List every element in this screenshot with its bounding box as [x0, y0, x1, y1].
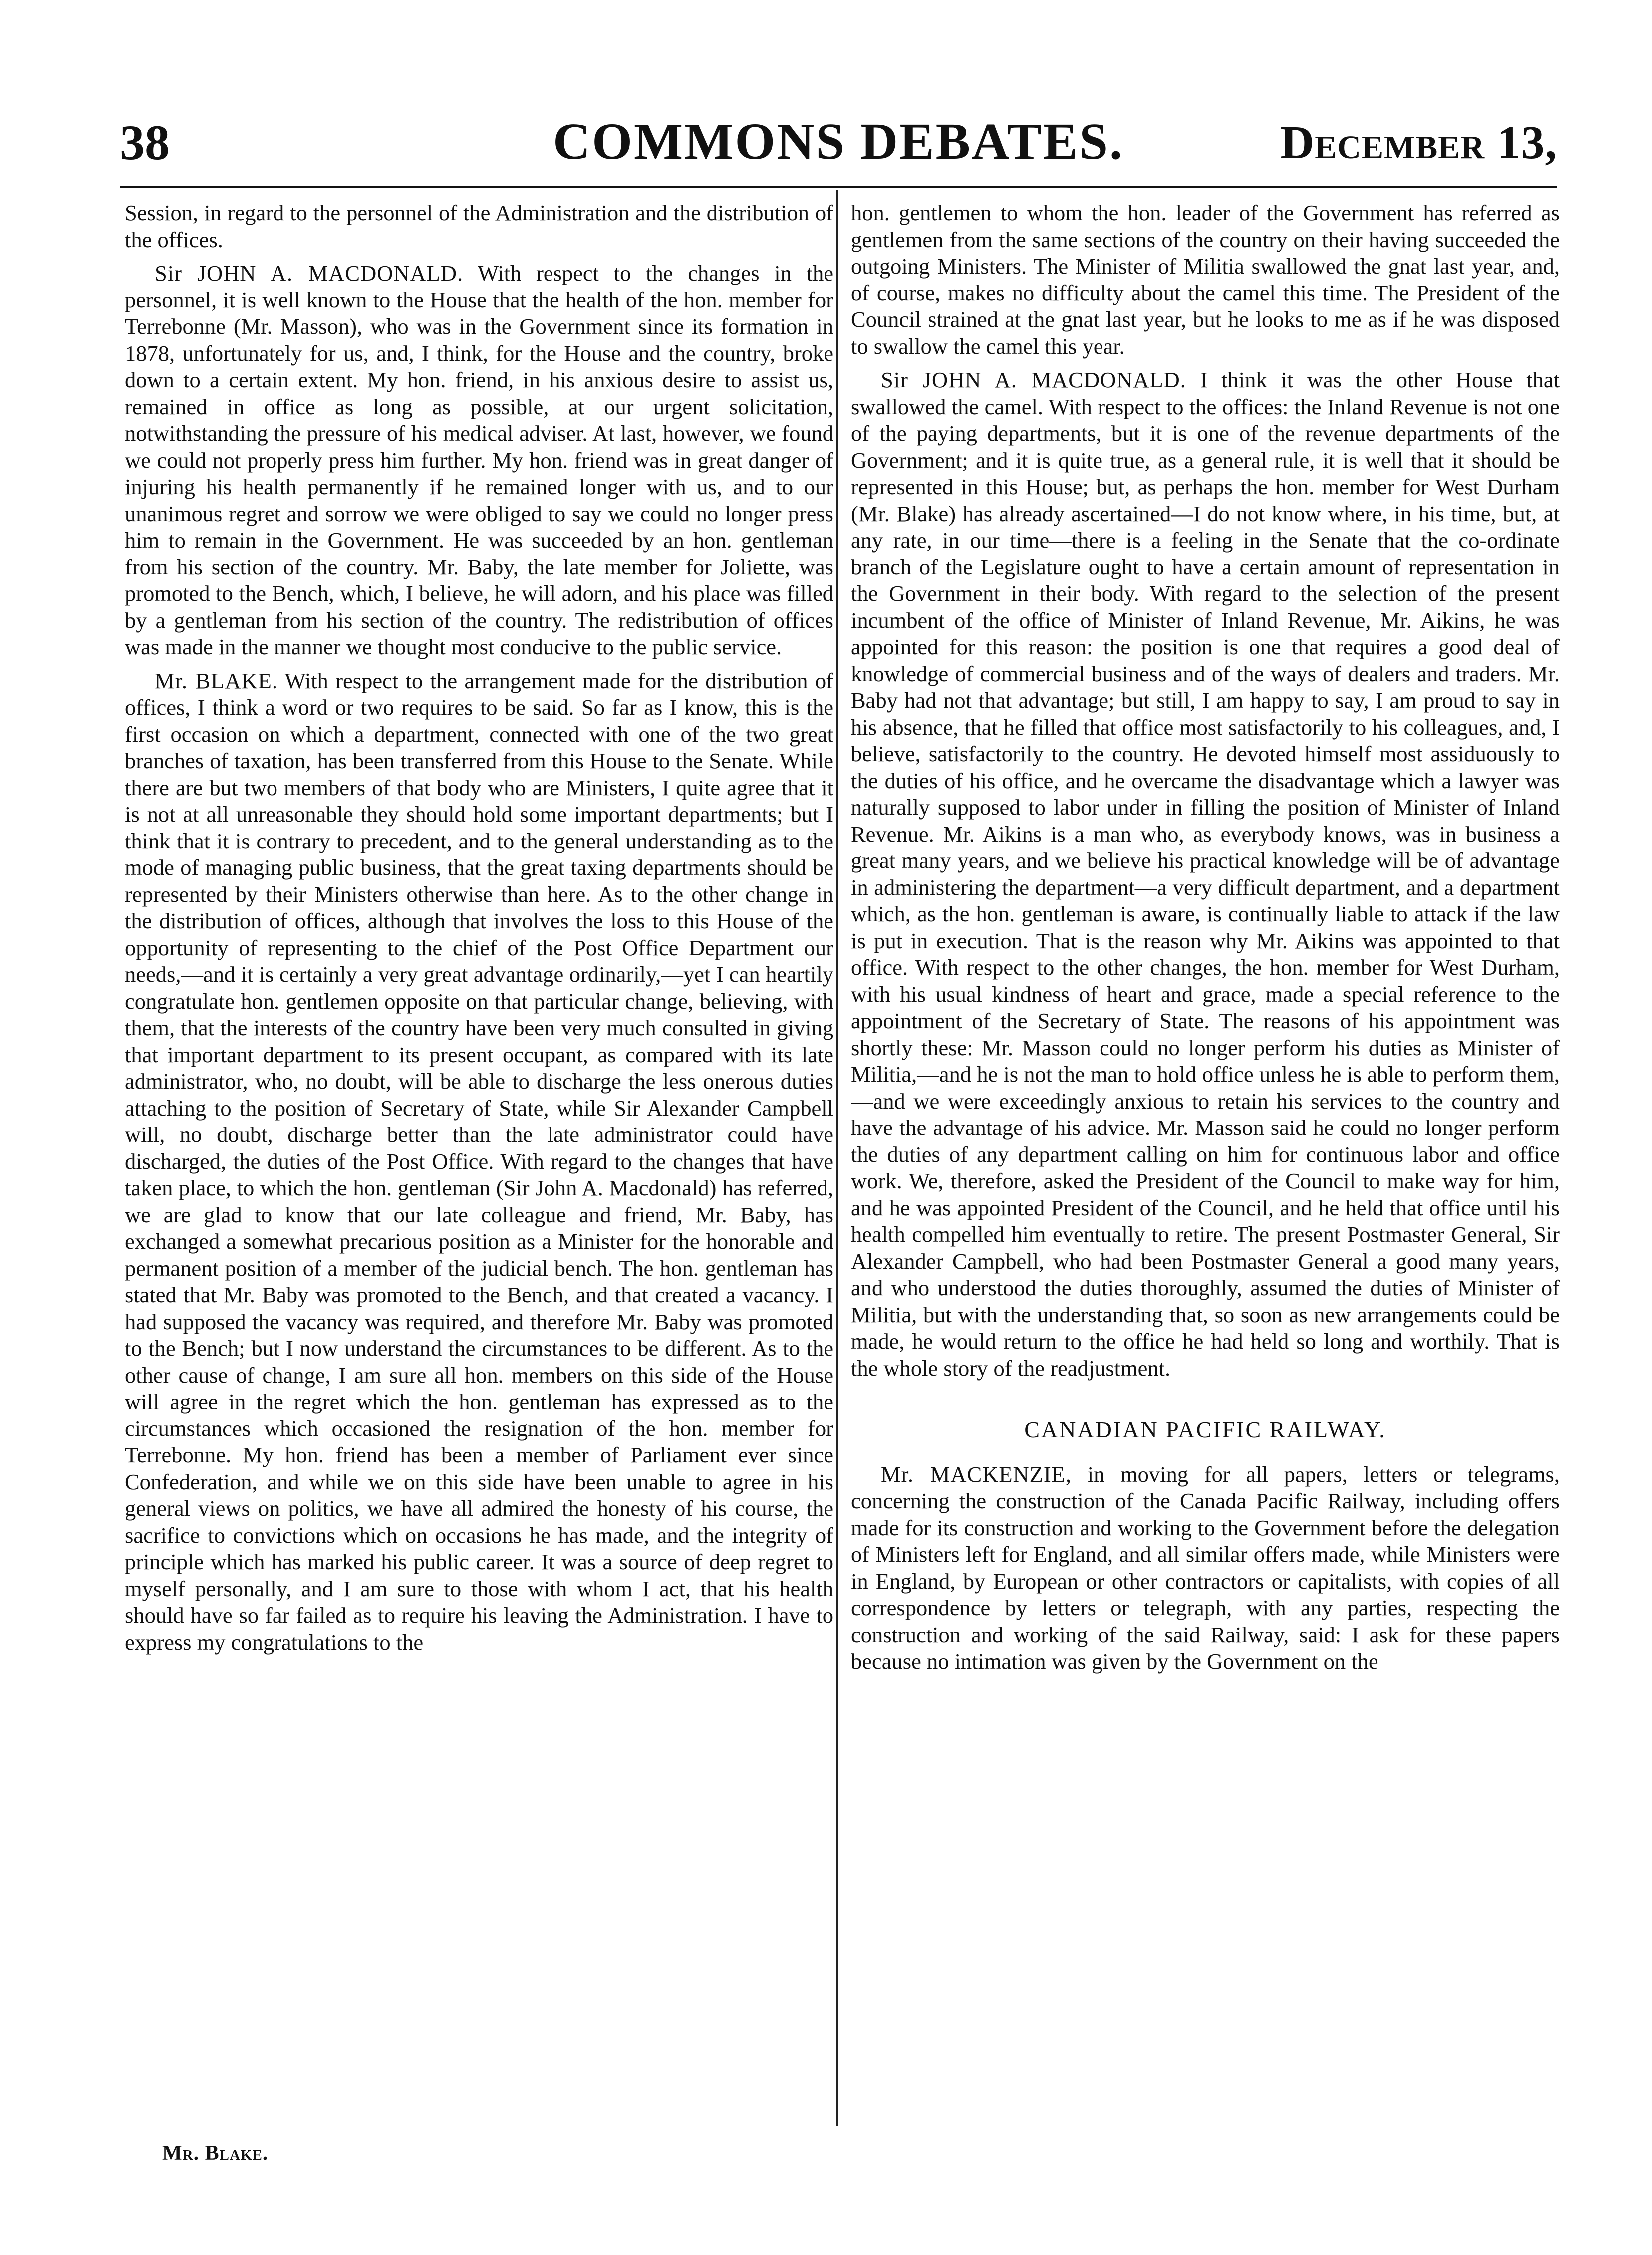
- left-column: [125, 200, 833, 2126]
- paragraph: Session, in regard to the personnel of the Administration and the distribution of the offices.: [125, 200, 833, 252]
- page-number: 38: [120, 115, 170, 170]
- page-header: [120, 114, 1557, 179]
- header-rule: [120, 186, 1557, 188]
- speaker-name: Mr. BLAKE.: [155, 668, 278, 693]
- page-date: December 13,: [1280, 117, 1557, 169]
- column-divider: [836, 190, 838, 2126]
- speaker-name: Mr. MACKENZIE,: [881, 1461, 1072, 1487]
- paragraph: Mr. BLAKE. With respect to the arrangement made for the distribution of offices, I think a word or two requires to be said. So far as I know, this is the first occasion on which a department, connected with one of the two great branches of taxation, has been transferred from this House to the Senate. While there are but two members of that body who are Ministers, I quite agree that it is not at all unreasonable they should hold some important departments; but I think that it is contrary to precedent, and to the general understanding as to the mode of managing public business, that the great taxing departments should be represented by their Ministers otherwise than here. As to the other change in the distribution of offices, although that involves the loss to this House of the opportunity of representing to the chief of the Post Office Department our needs,—and it is certainly a very great advantage ordinarily,—yet I can heartily congratulate hon. gentlemen opposite on that particular change, believing, with them, that the interests of the country have been very much consulted in giving that important department to its present occupant, as compared with its late administrator, who, no doubt, will be able to discharge the less onerous duties attaching to the position of Secretary of State, while Sir Alexander Campbell will, no doubt, discharge better than the late administrator could have discharged, the duties of the Post Office. With regard to the changes that have taken place, to which the hon. gentleman (Sir John A. Macdonald) has referred, we are glad to know that our late colleague and friend, Mr. Baby, has exchanged a somewhat precarious position as a Minister for the honorable and permanent position of a member of the judicial bench. The hon. gentleman has stated that Mr. Baby was promoted to the Bench, and that created a vacancy. I had supposed the vacancy was required, and therefore Mr. Baby was promoted to the Bench; but I now understand the circumstances to be different. As to the other cause of change, I am sure all hon. members on this side of the House will agree in the regret which the hon. gentleman has expressed as to the circumstances which occasioned the resignation of the hon. member for Terrebonne. My hon. friend has been a member of Parliament ever since Confederation, and while we on this side have been unable to agree in his general views on politics, we have all admired the honesty of his course, the sacrifice to convictions which on occasions he has made, and the integrity of principle which has marked his public career. It was a source of deep regret to myself personally, and I am sure to those with whom I act, that his health should have so far failed as to require his leaving the Administration. I have to express my congratulations to the: [125, 668, 833, 1655]
- paragraph: Sir JOHN A. MACDONALD. I think it was the other House that swallowed the camel. With respect to the offices: the Inland Revenue is not one of the paying departments, but it is one of the revenue departments of the Government; and it is quite true, as a general rule, it is well that it should be represented in this House; but, as perhaps the hon. member for West Durham (Mr. Blake) has already ascertained—I do not know where, in his time, but, at any rate, in our time—there is a feeling in the Senate that the co-ordinate branch of the Legislature ought to have a certain amount of representation in the Government in their body. With regard to the selection of the present incumbent of the office of Minister of Inland Revenue, Mr. Aikins, he was appointed for this reason: the position is one that requires a good deal of knowledge of commercial business and of the ways of dealers and traders. Mr. Baby had not that advantage; but still, I am happy to say, I am proud to say in his absence, that he filled that office most satisfactorily to his colleagues, and, I believe, satisfactorily to the country. He devoted himself most assiduously to the duties of his office, and he overcame the disadvantage which a lawyer was naturally supposed to labor under in filling the position of Minister of Inland Revenue. Mr. Aikins is a man who, as everybody knows, was in business a great many years, and we believe his practical knowledge will be of advantage in administering the department—a very difficult department, and a department which, as the hon. gentleman is aware, is continually liable to attack if the law is put in execution. That is the reason why Mr. Aikins was appointed to that office. With respect to the other changes, the hon. member for West Durham, with his usual kindness of heart and grace, made a special reference to the appointment of the Secretary of State. The reasons of his appointment was shortly these: Mr. Masson could no longer perform his duties as Minister of Militia,—and he is not the man to hold office unless he is able to perform them,—and we were exceedingly anxious to retain his services to the country and have the advantage of his advice. Mr. Masson said he could no longer perform the duties of any department calling on him for continuous labor and office work. We, therefore, asked the President of the Council to make way for him, and he was appointed President of the Council, and he held that office until his health compelled him eventually to retire. The present Postmaster General, Sir Alexander Campbell, who had been Postmaster General a good many years, and who understood the duties thoroughly, assumed the duties of Minister of Militia, but with the understanding that, so soon as new arrangements could be made, he would return to the office he had held so long and worthily. That is the whole story of the readjustment.: [851, 367, 1560, 1381]
- catchword: Mr. Blake.: [162, 2142, 269, 2165]
- speaker-name: Sir JOHN A. MACDONALD.: [155, 261, 464, 285]
- speaker-name: Sir JOHN A. MACDONALD.: [881, 367, 1186, 392]
- right-column: [851, 200, 1560, 2126]
- publication-title: COMMONS DEBATES.: [553, 113, 1124, 170]
- paragraph: Mr. MACKENZIE, in moving for all papers, letters or telegrams, concerning the construction of the Canada Pacific Railway, including offers made for its construction and working to the Government before the delegation of Ministers left for England, and all similar offers made, while Ministers were in England, by European or other contractors or capitalists, with copies of all correspondence by letters or telegraph, with any parties, respecting the construction and working of the said Railway, said: I ask for these papers because no intimation was given by the Government on the: [851, 1461, 1560, 1674]
- paragraph: Sir JOHN A. MACDONALD. With respect to the changes in the personnel, it is well known to the House that the health of the hon. member for Terrebonne (Mr. Masson), who was in the Government since its formation in 1878, unfortunately for us, and, I think, for the House and the country, broke down to a certain extent. My hon. friend, in his anxious desire to assist us, remained in office as long as possible, at our urgent solicitation, notwithstanding the pressure of his medical adviser. At last, however, we found we could not properly press him further. My hon. friend was in great danger of injuring his health permanently if he remained longer with us, and to our unanimous regret and sorrow we were obliged to say we could no longer press him to remain in the Government. He was succeeded by an hon. gentleman from his section of the country. Mr. Baby, the late member for Joliette, was promoted to the Bench, which, I believe, he will adorn, and his place was filled by a gentleman from his section of the country. The redistribution of offices was made in the manner we thought most conducive to the public service.: [125, 261, 833, 659]
- section-heading: CANADIAN PACIFIC RAILWAY.: [1024, 1417, 1386, 1442]
- paragraph: hon. gentlemen to whom the hon. leader of the Government has referred as gentlemen from the same sections of the country on their having succeeded the outgoing Ministers. The Minister of Militia swallowed the gnat last year, and, of course, makes no difficulty about the camel this time. The President of the Council strained at the gnat last year, but he looks to me as if he was disposed to swallow the camel this year.: [851, 200, 1560, 359]
